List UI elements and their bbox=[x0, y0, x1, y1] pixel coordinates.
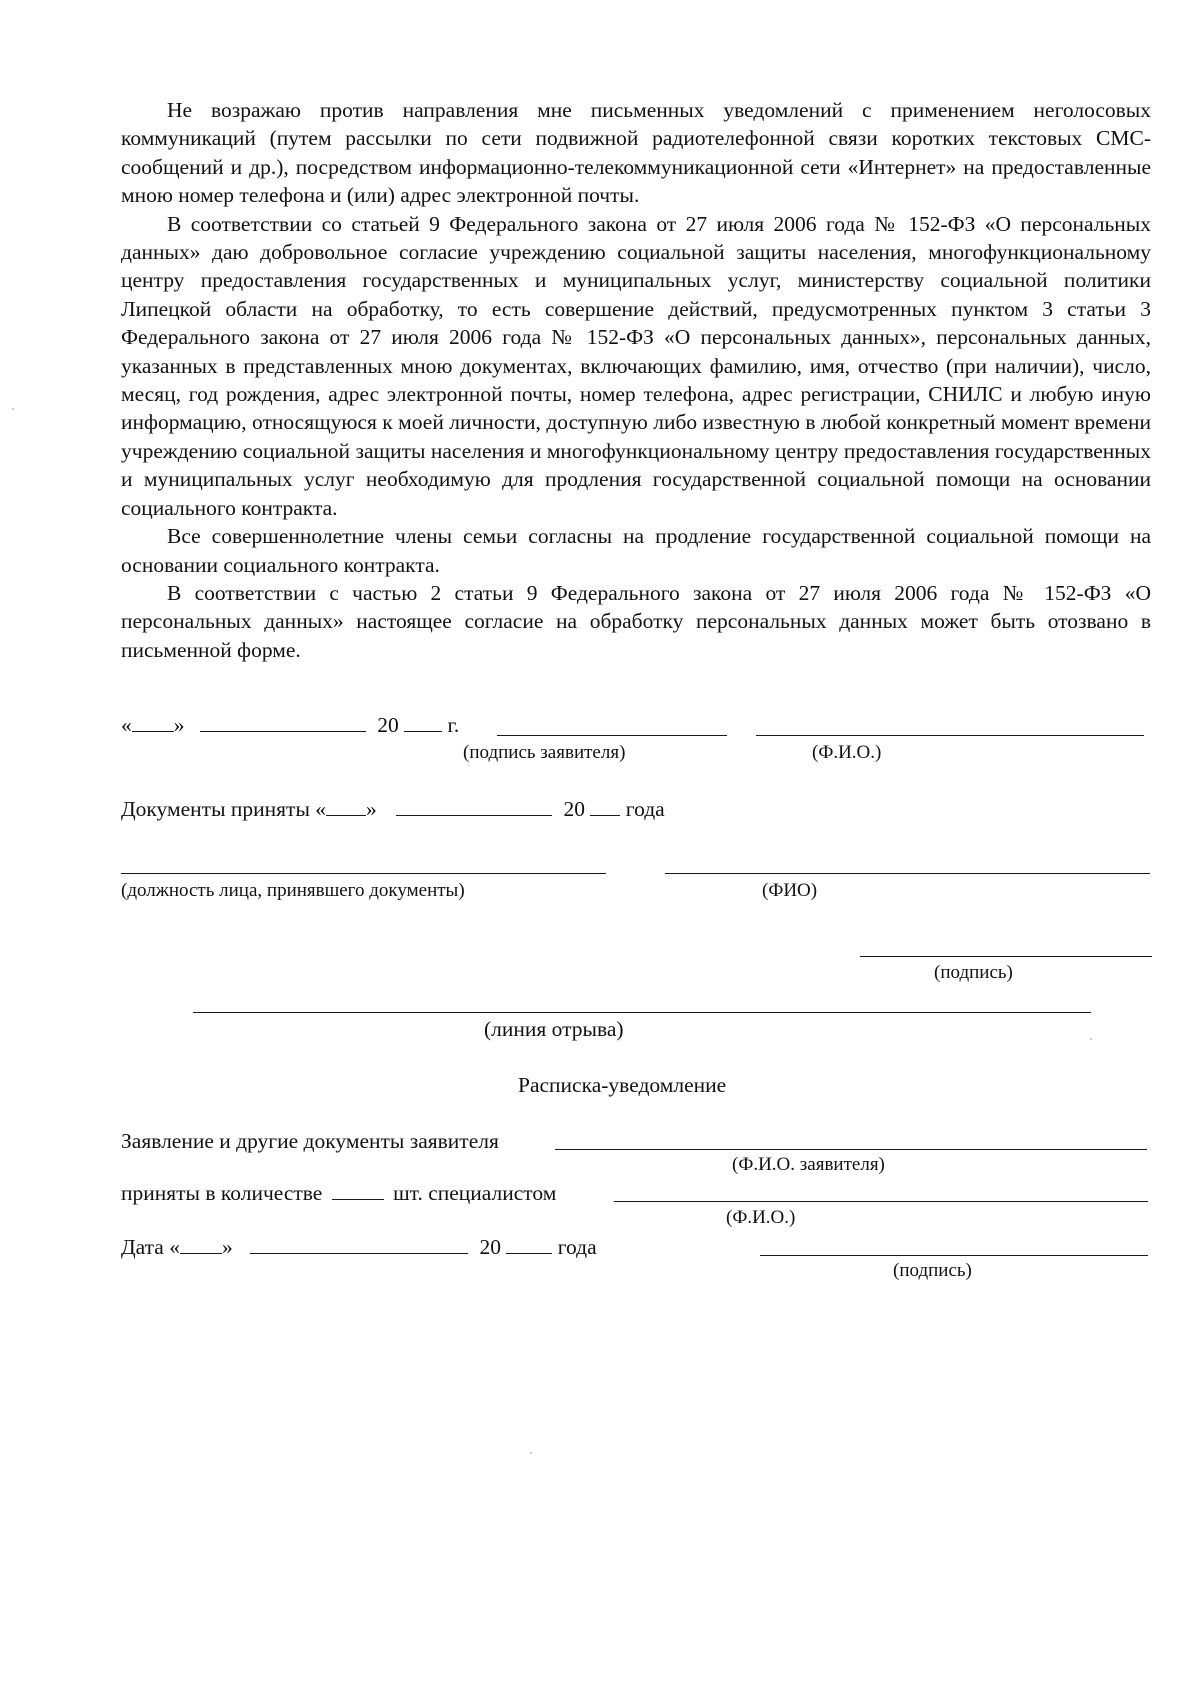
receipt-signature-caption: (подпись) bbox=[893, 1260, 972, 1281]
receipt-applicant-name-line[interactable] bbox=[555, 1149, 1147, 1150]
scan-speck bbox=[1090, 1038, 1092, 1040]
applicant-name-line[interactable] bbox=[756, 735, 1144, 736]
receipt-year-prefix: 20 bbox=[479, 1235, 501, 1259]
open-quote: « bbox=[121, 713, 132, 737]
applicant-signature-line[interactable] bbox=[497, 735, 727, 736]
applicant-date-line bbox=[121, 712, 459, 738]
accepter-signature-line[interactable] bbox=[860, 956, 1152, 957]
documents-accepted-label: Документы приняты « bbox=[121, 797, 327, 821]
receipt-month-blank[interactable] bbox=[250, 1235, 468, 1254]
consent-text bbox=[121, 96, 1151, 664]
month-blank[interactable] bbox=[200, 713, 366, 732]
receipt-date-line bbox=[121, 1234, 597, 1260]
documents-accepted-line bbox=[121, 796, 665, 822]
specialist-name-line[interactable] bbox=[614, 1201, 1148, 1202]
receipt-year-suffix: года bbox=[557, 1235, 597, 1259]
accepted-day-blank[interactable] bbox=[326, 797, 366, 816]
scan-speck bbox=[12, 408, 14, 410]
paragraph-family-consent: Все совершеннолетние члены семьи согласны на продление государственной социальной помощи на основании социального контракта. bbox=[121, 524, 1151, 577]
specialist-name-caption: (Ф.И.О.) bbox=[726, 1207, 796, 1228]
position-line[interactable] bbox=[121, 873, 606, 874]
tear-line-caption: (линия отрыва) bbox=[484, 1017, 624, 1041]
year-prefix: 20 bbox=[377, 713, 399, 737]
receipt-title: Расписка-уведомление bbox=[518, 1073, 727, 1097]
tear-line bbox=[193, 1012, 1091, 1013]
accepter-name-line[interactable] bbox=[665, 873, 1150, 874]
receipt-signature-line[interactable] bbox=[760, 1255, 1148, 1256]
receipt-applicant-label: Заявление и другие документы заявителя bbox=[121, 1129, 499, 1153]
accepted-year-blank[interactable] bbox=[590, 797, 620, 816]
applicant-name-caption: (Ф.И.О.) bbox=[812, 742, 882, 763]
receipt-year-blank[interactable] bbox=[506, 1235, 552, 1254]
paragraph-revocation: В соответствии с частью 2 статьи 9 Федерального закона от 27 июля 2006 года № 152-ФЗ «О персональных данных» настоящее согласие на обработку персональных данных может быть отозвано в письменной форме. bbox=[121, 580, 1151, 662]
day-blank[interactable] bbox=[132, 713, 174, 732]
accepted-year-suffix: года bbox=[625, 797, 665, 821]
accepter-name-caption: (ФИО) bbox=[762, 880, 818, 901]
accepted-year-prefix: 20 bbox=[563, 797, 586, 821]
accepter-signature-caption: (подпись) bbox=[934, 962, 1013, 983]
quantity-label: приняты в количестве bbox=[121, 1181, 323, 1205]
close-quote: » bbox=[173, 713, 185, 737]
scan-speck bbox=[530, 1452, 532, 1454]
accepted-month-blank[interactable] bbox=[396, 797, 552, 816]
paragraph-personal-data-consent: В соответствии со статьей 9 Федерального закона от 27 июля 2006 года № 152-ФЗ «О персональных данных» даю добровольное согласие учреждению социальной защиты населения, многофункциональному центру предоставления государственных и муниципальных услуг, министерству социальной политики Липецкой области на обработку, то есть совершение действий, предусмотренных пунктом 3 статьи 3 Федерального закона от 27 июля 2006 года № 152-ФЗ «О персональных данных», персональных данных, указанных в представленных мною документах, включающих фамилию, имя, отчество (при наличии), число, месяц, год рождения, адрес электронной почты, номер телефона, адрес регистрации, СНИЛС и любую иную информацию, относящуюся к моей личности, доступную либо известную в любой конкретный момент времени учреждению социальной защиты населения и многофункциональному центру предоставления государственных и муниципальных услуг необходимую для продления государственной социальной помощи на основании социального контракта. bbox=[121, 211, 1151, 520]
year-blank[interactable] bbox=[404, 713, 442, 732]
receipt-day-blank[interactable] bbox=[180, 1235, 222, 1254]
receipt-applicant-caption: (Ф.И.О. заявителя) bbox=[732, 1154, 885, 1175]
accepted-close-quote: » bbox=[366, 797, 377, 821]
applicant-signature-caption: (подпись заявителя) bbox=[463, 742, 626, 763]
paragraph-notifications: Не возражаю против направления мне письменных уведомлений с применением неголосовых коммуникаций (путем рассылки по сети подвижной радиотелефонной связи коротких текстовых СМС-сообщений и др.), посредством информационно-телекоммуникационной сети «Интернет» на предоставленные мною номер телефона и (или) адрес электронной почты. bbox=[121, 98, 1151, 208]
year-suffix: г. bbox=[447, 713, 460, 737]
position-caption: (должность лица, принявшего документы) bbox=[121, 880, 465, 901]
date-label: Дата « bbox=[121, 1235, 180, 1259]
receipt-quantity-line bbox=[121, 1180, 556, 1206]
quantity-blank[interactable] bbox=[332, 1181, 384, 1200]
receipt-close-quote: » bbox=[221, 1235, 233, 1259]
specialist-label: шт. специалистом bbox=[393, 1181, 557, 1205]
